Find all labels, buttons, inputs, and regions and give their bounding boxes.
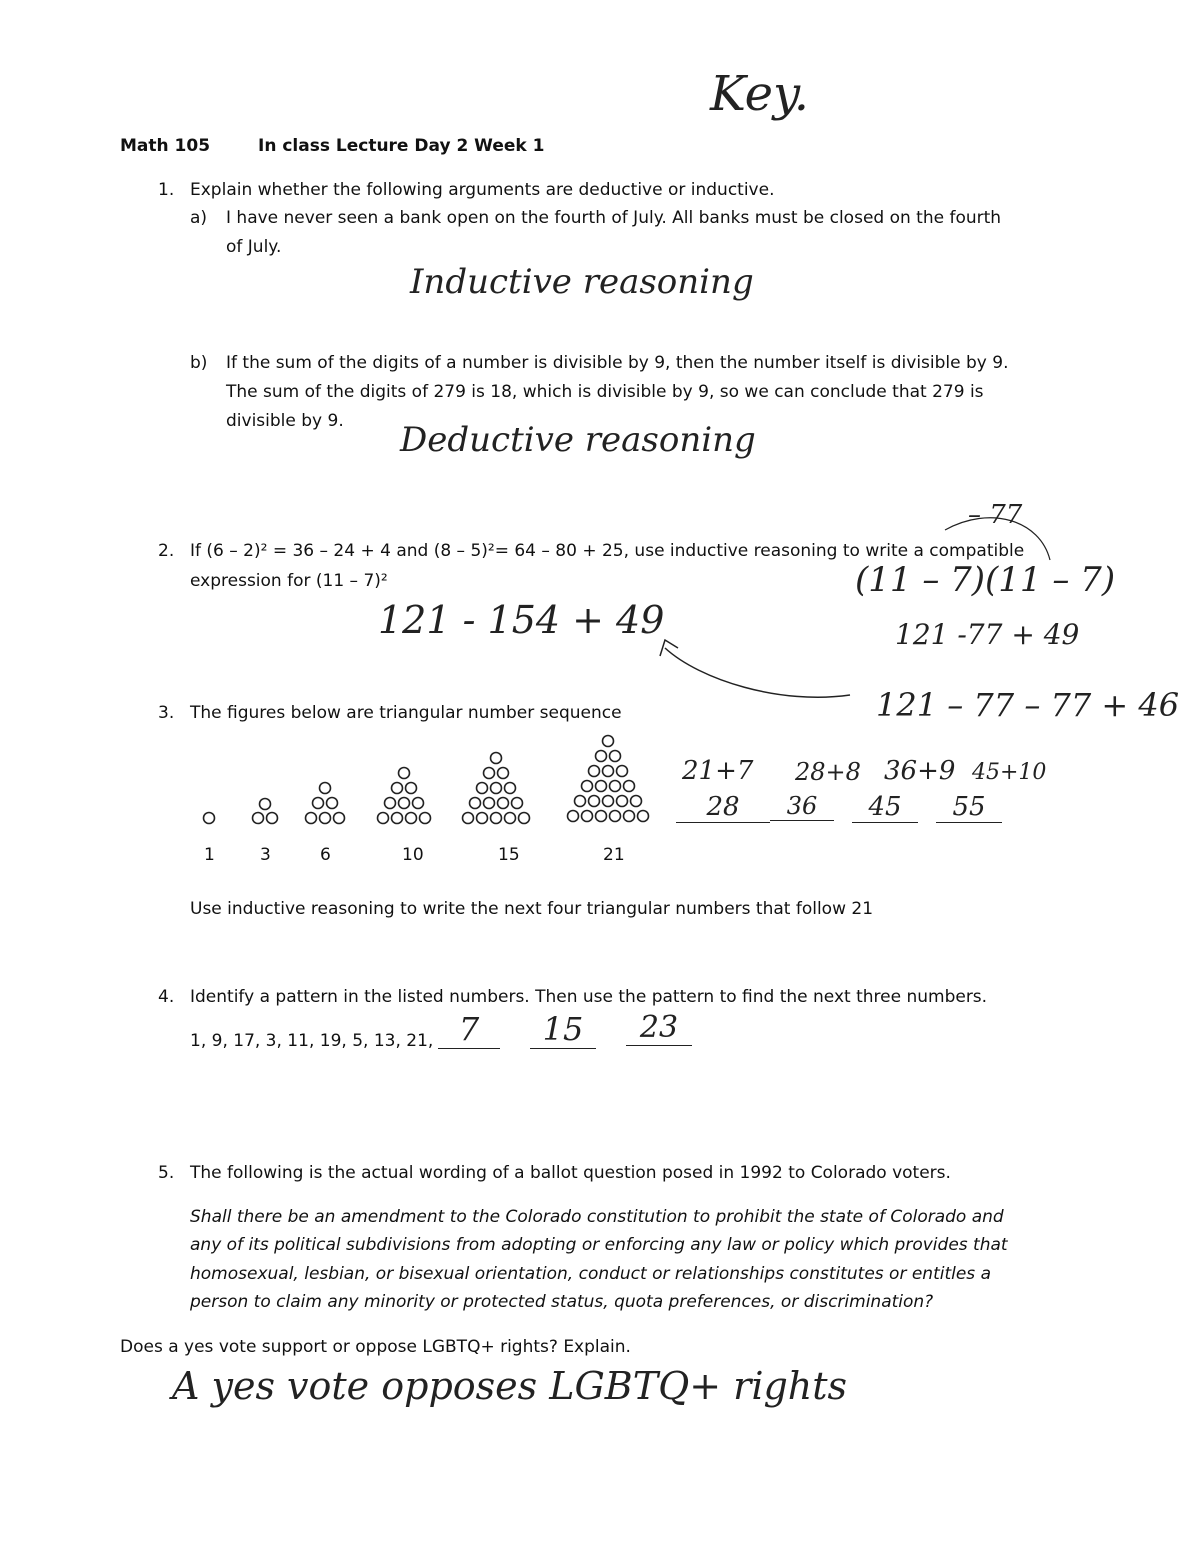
key-annotation: Key.	[710, 66, 809, 122]
ballot-text-line: any of its political subdivisions from adopting or enforcing any law or policy which provides that	[190, 1235, 1008, 1255]
question-1a-text-cont: of July.	[226, 237, 282, 257]
answer-2: 121 - 154 + 49	[378, 598, 665, 642]
answer-blank: 55	[936, 792, 1002, 823]
figure-number: 1	[204, 845, 215, 865]
question-1b-text-cont: divisible by 9.	[226, 411, 344, 431]
answer-blank: 36	[770, 792, 834, 821]
step-note: 28+8	[795, 758, 861, 786]
question-2-text-cont: expression for (11 – 7)²	[190, 571, 388, 591]
answer-blank: 28	[676, 792, 770, 823]
figure-number: 6	[320, 845, 331, 865]
part-label: a)	[190, 208, 208, 228]
figure-number: 15	[498, 845, 520, 865]
page-title: In class Lecture Day 2 Week 1	[258, 136, 545, 156]
answer-blank: 15	[530, 1010, 596, 1049]
step-note: 36+9	[884, 756, 956, 786]
answer-5: A yes vote opposes LGBTQ+ rights	[172, 1364, 848, 1408]
question-3-prompt: The figures below are triangular number sequence	[190, 703, 622, 723]
step-note: 45+10	[972, 760, 1047, 785]
figure-number: 21	[603, 845, 625, 865]
answer-1b: Deductive reasoning	[400, 420, 756, 460]
ballot-text-line: person to claim any minority or protected status, quota preferences, or discrimination?	[190, 1292, 934, 1312]
course-name: Math 105	[120, 136, 211, 156]
figure-number: 3	[260, 845, 271, 865]
answer-blank: 7	[438, 1010, 500, 1049]
question-number: 5.	[158, 1163, 175, 1183]
part-label: b)	[190, 353, 208, 373]
answer-blank: 45	[852, 792, 918, 823]
question-1a-text: I have never seen a bank open on the fourth of July. All banks must be closed on the fourth	[226, 208, 1002, 228]
question-number: 2.	[158, 541, 175, 561]
question-5-prompt: The following is the actual wording of a ballot question posed in 1992 to Colorado voters.	[190, 1163, 951, 1183]
work-terms: 121 -77 + 49	[895, 618, 1080, 651]
question-2-text: If (6 – 2)² = 36 – 24 + 4 and (8 – 5)²= 64 – 80 + 25, use inductive reasoning to write a compatible	[190, 541, 1025, 561]
question-number: 3.	[158, 703, 175, 723]
ballot-text-line: Shall there be an amendment to the Colorado constitution to prohibit the state of Colorado and	[190, 1207, 1004, 1227]
question-number: 1.	[158, 180, 175, 200]
question-1b-text: If the sum of the digits of a number is divisible by 9, then the number itself is divisible by 9.	[226, 353, 1009, 373]
answer-1a: Inductive reasoning	[410, 262, 754, 302]
ballot-text-line: homosexual, lesbian, or bisexual orientation, conduct or relationships constitutes or entitles a	[190, 1264, 991, 1284]
figure-number: 10	[402, 845, 424, 865]
question-1-prompt: Explain whether the following arguments are deductive or inductive.	[190, 180, 775, 200]
work-factors: (11 – 7)(11 – 7)	[855, 560, 1116, 600]
work-note: – 77	[968, 500, 1023, 530]
question-3-instruction: Use inductive reasoning to write the next four triangular numbers that follow 21	[190, 899, 874, 919]
question-number: 4.	[158, 987, 175, 1007]
answer-blank: 23	[626, 1010, 692, 1046]
work-sum: 121 – 77 – 77 + 46	[876, 686, 1180, 724]
number-sequence: 1, 9, 17, 3, 11, 19, 5, 13, 21,	[190, 1031, 434, 1051]
step-note: 21+7	[682, 756, 754, 786]
question-1b-text-cont: The sum of the digits of 279 is 18, which is divisible by 9, so we can conclude that 279 is	[226, 382, 984, 402]
question-5-ask: Does a yes vote support or oppose LGBTQ+ rights? Explain.	[120, 1337, 631, 1357]
question-4-prompt: Identify a pattern in the listed numbers. Then use the pattern to find the next three numbers.	[190, 987, 988, 1007]
